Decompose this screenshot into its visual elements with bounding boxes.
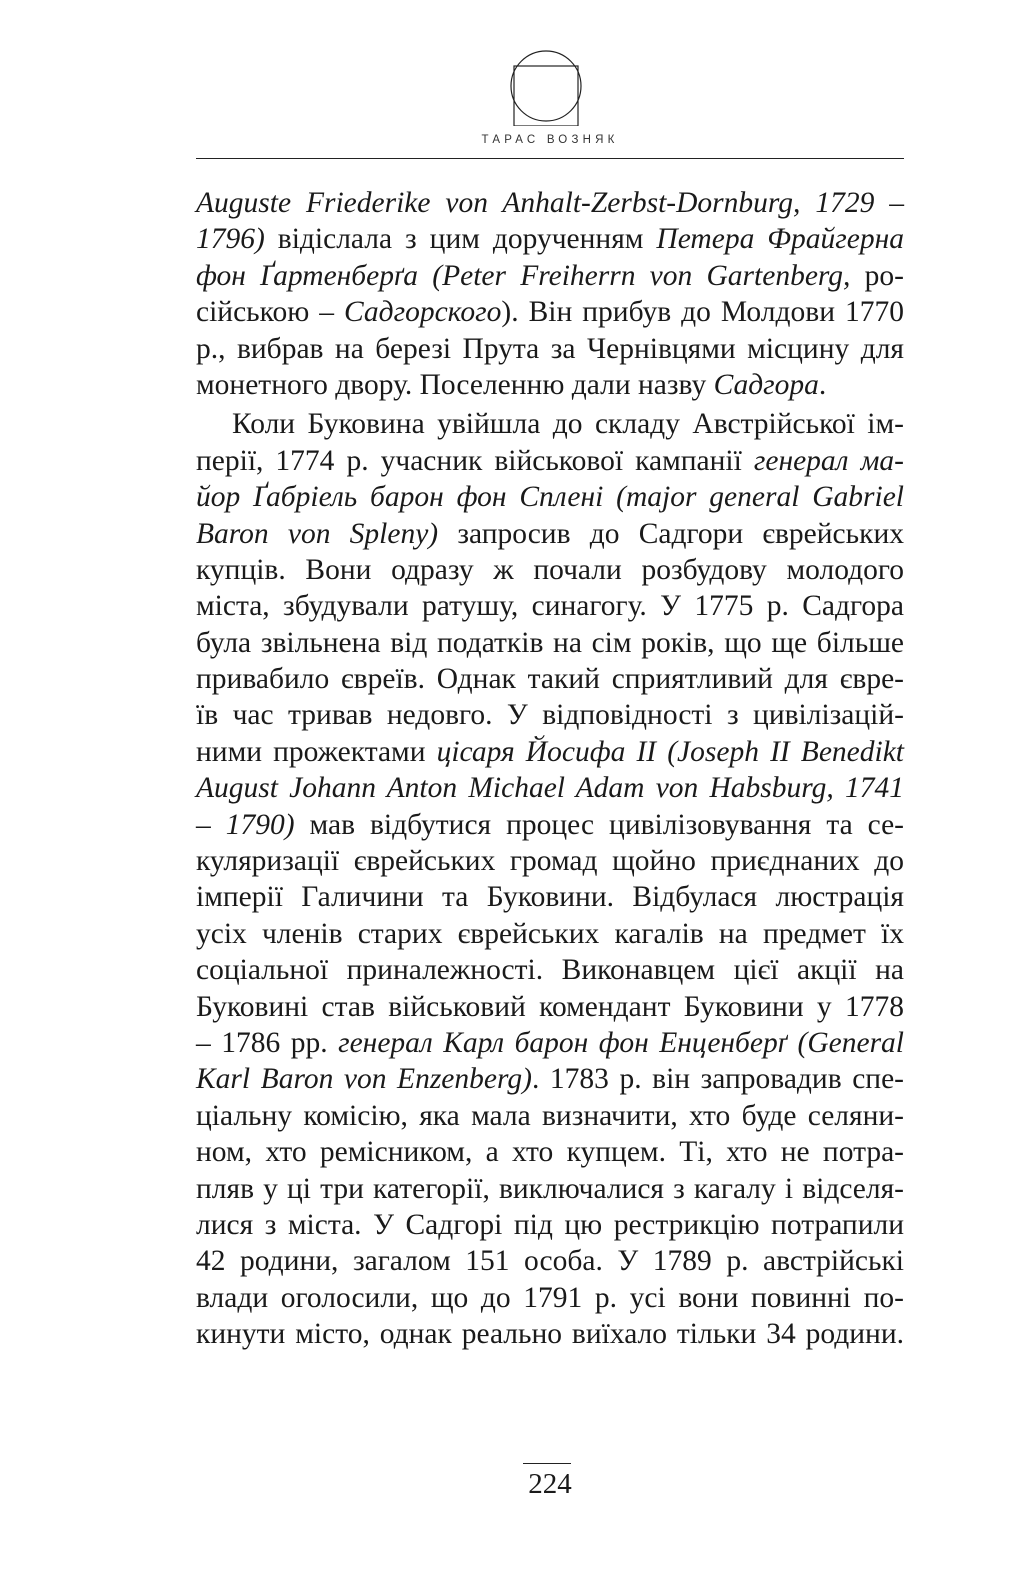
text-run: ном, хто ремісником, а хто купцем. Ті, хто не потра-: [196, 1136, 904, 1169]
text-line: [196, 1025, 904, 1061]
text-line: [196, 770, 904, 806]
header-rule: [196, 158, 904, 159]
text-run: ціальну комісію, яка мала визначити, хто буде селяни-: [196, 1099, 904, 1132]
text-run: соціальної приналежності. Виконавцем цієї акції на: [196, 954, 904, 987]
text-line: [196, 952, 904, 988]
text-run: .: [818, 368, 827, 401]
text-run: імперії Галичини та Буковини. Відбулася люстрація: [196, 881, 904, 914]
italic-run: Петера Фрайгерна: [656, 223, 904, 256]
text-line: [196, 516, 904, 552]
text-line: [196, 843, 904, 879]
text-line: [196, 331, 904, 367]
text-line: [196, 185, 904, 221]
text-run: пляв у ці три категорії, виключалися з кагалу і відселя-: [196, 1172, 904, 1205]
text-run: ро-: [850, 259, 904, 292]
text-run: . 1783 р. він запровадив спе-: [531, 1063, 904, 1096]
text-run: запросив до Садгори єврейських: [438, 517, 904, 550]
text-run: р., вибрав на березі Прута за Чернівцями місцину для: [196, 332, 904, 365]
text-line: [196, 1098, 904, 1134]
text-line: [196, 443, 904, 479]
text-run: їв час тривав недовго. У відповідності з цивілізацій-: [196, 699, 904, 732]
text-line: [196, 1280, 904, 1316]
text-run: лися з міста. У Садгорі під цю рестрикцію потрапили: [196, 1208, 904, 1241]
text-run: монетного двору. Поселенню дали назву: [196, 368, 714, 401]
page-number: 224: [528, 1468, 572, 1500]
running-head-title: ТАРАС ВОЗНЯК: [481, 134, 619, 146]
text-line: [196, 1171, 904, 1207]
circle-square-emblem-icon: [506, 46, 586, 126]
text-run: перії, 1774 р. учасник військової кампанії: [196, 444, 754, 477]
italic-run: генерал Карл барон фон Енценберґ (General: [338, 1026, 905, 1059]
text-line: [196, 625, 904, 661]
text-run: – 1786 рр.: [196, 1026, 339, 1059]
text-run: мав відбутися процес цивілізовування та се-: [294, 808, 905, 841]
text-line: [196, 258, 904, 294]
italic-run: йор Ґабріель барон фон Сплені (major general Gabriel: [196, 481, 904, 514]
italic-run: August Johann Anton Michael Adam von Habsburg, 1741: [196, 772, 904, 805]
text-line: [196, 1316, 904, 1352]
text-line: [196, 479, 904, 515]
text-run: привабило євреїв. Однак такий сприятливий для євре-: [196, 663, 904, 696]
text-run: ними прожектами: [196, 735, 437, 768]
italic-run: Auguste Friederike von Anhalt-Zerbst-Dornburg, 1729 –: [196, 187, 904, 219]
text-run: купців. Вони одразу ж почали розбудову молодого: [196, 553, 904, 586]
text-line: [196, 1134, 904, 1170]
italic-run: Садгорского: [344, 296, 502, 329]
text-run: Буковині став військовий комендант Буковини у 1778: [196, 990, 904, 1023]
italic-run: 1796): [196, 223, 265, 256]
text-run: міста, збудували ратушу, синагогу. У 1775 р. Садгора: [196, 590, 904, 623]
text-run: влади оголосили, що до 1791 р. усі вони повинні по-: [196, 1281, 904, 1314]
text-line: [196, 221, 904, 257]
text-line: [196, 734, 904, 770]
text-line: [196, 807, 904, 843]
text-run: була звільнена від податків на сім років, що ще більше: [196, 626, 904, 659]
italic-run: Baron von Spleny): [196, 517, 439, 550]
text-run: відіслала з цим дорученням: [264, 223, 657, 256]
italic-run: Karl Baron von Enzenberg): [196, 1063, 532, 1096]
italic-run: цісаря Йосифа II (Joseph II Benedikt: [436, 735, 904, 768]
text-run: 42 родини, загалом 151 особа. У 1789 р. австрійські: [196, 1245, 904, 1278]
text-run: ). Він прибув до Молдови 1770: [501, 296, 905, 329]
text-line: [196, 661, 904, 697]
italic-run: генерал ма-: [753, 444, 904, 477]
text-line: [196, 1243, 904, 1279]
text-run: Коли Буковина увійшла до складу Австрійської ім-: [232, 408, 904, 441]
folio-rule: [523, 1463, 571, 1464]
text-run: сійською –: [196, 296, 345, 329]
text-line: [196, 294, 904, 330]
italic-run: Садгора: [713, 368, 819, 401]
body-text: [196, 185, 904, 1353]
text-line: [196, 916, 904, 952]
italic-run: – 1790): [196, 808, 295, 841]
text-line: [196, 697, 904, 733]
text-line: [196, 1061, 904, 1097]
text-line: [196, 1207, 904, 1243]
text-run: куляризації єврейських громад щойно приєднаних до: [196, 845, 904, 878]
italic-run: фон Ґартенберґа (Peter Freiherrn von Gartenberg,: [196, 259, 851, 292]
text-line: [196, 989, 904, 1025]
text-run: усіх членів старих єврейських кагалів на предмет їх: [196, 917, 904, 950]
text-line: [196, 879, 904, 915]
text-line: [196, 406, 904, 442]
text-run: кинути місто, однак реально виїхало тільки 34 родини.: [196, 1318, 904, 1351]
text-line: [196, 588, 904, 624]
text-line: [196, 367, 904, 403]
text-line: [196, 552, 904, 588]
